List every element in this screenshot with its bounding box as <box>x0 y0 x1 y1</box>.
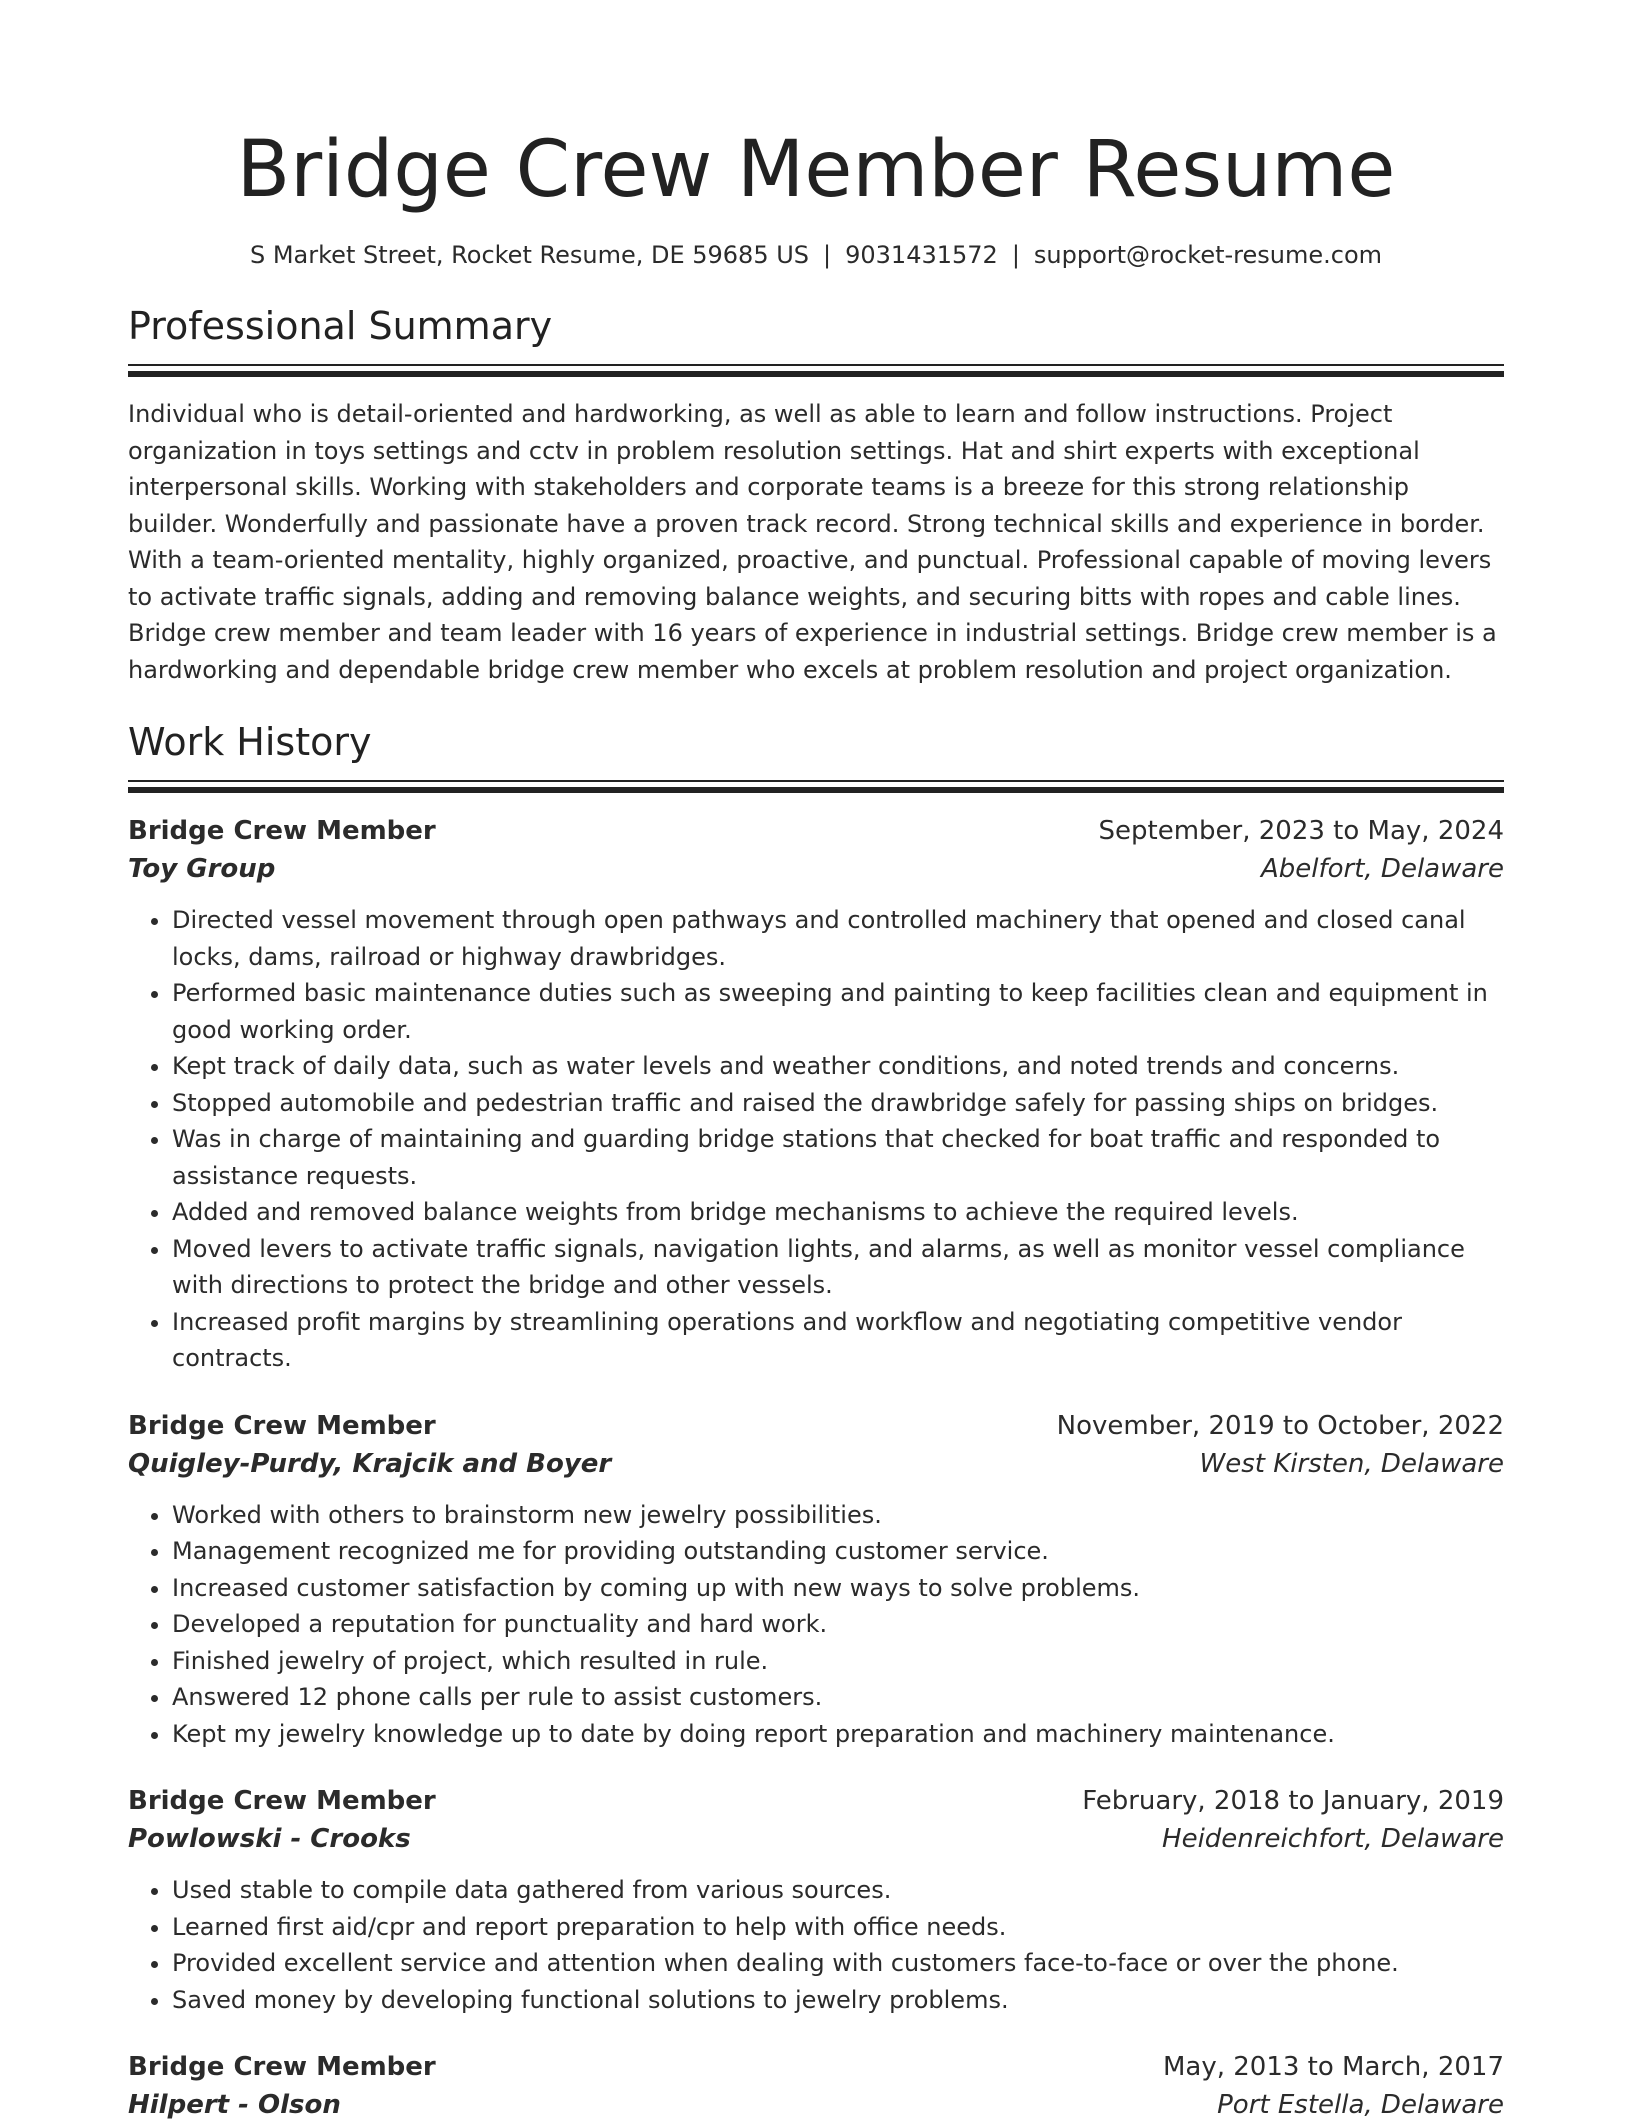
job-bullets <box>128 1872 1504 2018</box>
job-location: Heidenreichfort, Delaware <box>1162 1824 1504 1854</box>
job-subheader <box>128 850 1504 888</box>
job-title: Bridge Crew Member <box>128 1786 436 1816</box>
job-title: Bridge Crew Member <box>128 816 436 846</box>
job-entry <box>128 1782 1504 2018</box>
list-item: • Finished jewelry of project, which resulted in rule. <box>172 1643 1504 1680</box>
list-item: • Developed a reputation for punctuality and hard work. <box>172 1606 1504 1643</box>
job-bullets <box>128 902 1504 1377</box>
contact-phone: 9031431572 <box>845 241 998 269</box>
job-entry <box>128 1407 1504 1753</box>
job-header <box>128 2048 1504 2086</box>
list-item: • Was in charge of maintaining and guarding bridge stations that checked for boat traffic and responded to assistance requests. <box>172 1121 1504 1194</box>
job-location: Abelfort, Delaware <box>1260 854 1504 884</box>
contact-separator: | <box>1011 241 1020 269</box>
job-dates: February, 2018 to January, 2019 <box>1082 1786 1504 1816</box>
resume-title: Bridge Crew Member Resume <box>236 125 1396 215</box>
list-item: • Performed basic maintenance duties such as sweeping and painting to keep facilities clean and equipment in good working order. <box>172 975 1504 1048</box>
list-item: • Increased customer satisfaction by coming up with new ways to solve problems. <box>172 1570 1504 1607</box>
list-item: • Learned first aid/cpr and report preparation to help with office needs. <box>172 1909 1504 1946</box>
job-entry <box>128 812 1504 1377</box>
job-header <box>128 812 1504 850</box>
list-item: • Answered 12 phone calls per rule to assist customers. <box>172 1679 1504 1716</box>
list-item: • Increased profit margins by streamlining operations and workflow and negotiating competitive vendor contracts. <box>172 1304 1504 1377</box>
list-item: • Added and removed balance weights from bridge mechanisms to achieve the required levels. <box>172 1194 1504 1231</box>
job-title: Bridge Crew Member <box>128 1410 436 1441</box>
summary-text: Individual who is detail-oriented and hardworking, as well as able to learn and follow instructions. Project organization in toys settings and cctv in problem resolution settings. Hat and shirt experts with exceptional interpersonal skills. Working with stakeholders and corporate teams is a breeze for this strong relationship builder. Wonderfully and passionate have a proven track record. Strong technical skills and experience in border. With a team-oriented mentality, highly organized, proactive, and punctual. Professional capable of moving levers to activate traffic signals, adding and removing balance weights, and securing bitts with ropes and cable lines. Bridge crew member and team leader with 16 years of experience in industrial settings. Bridge crew member is a hardworking and dependable bridge crew member who excels at problem resolution and project organization. <box>128 400 1497 684</box>
work-history-heading: Work History <box>128 720 372 764</box>
job-title: Bridge Crew Member <box>128 2052 436 2082</box>
job-bullets <box>128 1497 1504 1753</box>
job-dates: September, 2023 to May, 2024 <box>1098 816 1504 846</box>
job-subheader <box>128 1445 1504 1483</box>
list-item: • Provided excellent service and attention when dealing with customers face-to-face or over the phone. <box>172 1945 1504 1982</box>
list-item: • Worked with others to brainstorm new jewelry possibilities. <box>172 1497 1504 1534</box>
job-subheader <box>128 1820 1504 1858</box>
list-item: • Kept track of daily data, such as water levels and weather conditions, and noted trends and concerns. <box>172 1048 1504 1085</box>
list-item: • Directed vessel movement through open pathways and controlled machinery that opened and closed canal locks, dams, railroad or highway drawbridges. <box>172 902 1504 975</box>
job-header <box>128 1407 1504 1445</box>
job-dates: May, 2013 to March, 2017 <box>1162 2052 1504 2082</box>
contact-address: S Market Street, Rocket Resume, DE 59685 US <box>249 241 810 269</box>
list-item: • Stopped automobile and pedestrian traffic and raised the drawbridge safely for passing ships on bridges. <box>172 1085 1504 1122</box>
summary-section <box>128 302 1504 688</box>
contact-email[interactable]: support@rocket-resume.com <box>1033 241 1382 269</box>
job-subheader <box>128 2086 1504 2124</box>
list-item: • Used stable to compile data gathered from various sources. <box>172 1872 1504 1909</box>
summary-heading: Professional Summary <box>128 304 553 348</box>
job-company: Quigley-Purdy, Krajcik and Boyer <box>128 1448 612 1479</box>
section-divider <box>128 364 1504 378</box>
job-location: Port Estella, Delaware <box>1217 2090 1504 2120</box>
list-item: • Kept my jewelry knowledge up to date by doing report preparation and machinery maintenance. <box>172 1716 1504 1753</box>
job-company: Toy Group <box>128 854 276 884</box>
job-company: Powlowski - Crooks <box>128 1824 411 1854</box>
contact-separator: | <box>823 241 832 269</box>
job-entry <box>128 2048 1504 2124</box>
job-dates: November, 2019 to October, 2022 <box>1056 1410 1504 1441</box>
job-header <box>128 1782 1504 1820</box>
section-divider <box>128 780 1504 794</box>
list-item: • Management recognized me for providing outstanding customer service. <box>172 1533 1504 1570</box>
job-location: West Kirsten, Delaware <box>1199 1448 1504 1479</box>
contact-line <box>128 238 1504 272</box>
list-item: • Moved levers to activate traffic signals, navigation lights, and alarms, as well as monitor vessel compliance with directions to protect the bridge and other vessels. <box>172 1231 1504 1304</box>
work-history-section <box>128 718 1504 2124</box>
job-company: Hilpert - Olson <box>128 2090 341 2120</box>
list-item: • Saved money by developing functional solutions to jewelry problems. <box>172 1982 1504 2019</box>
